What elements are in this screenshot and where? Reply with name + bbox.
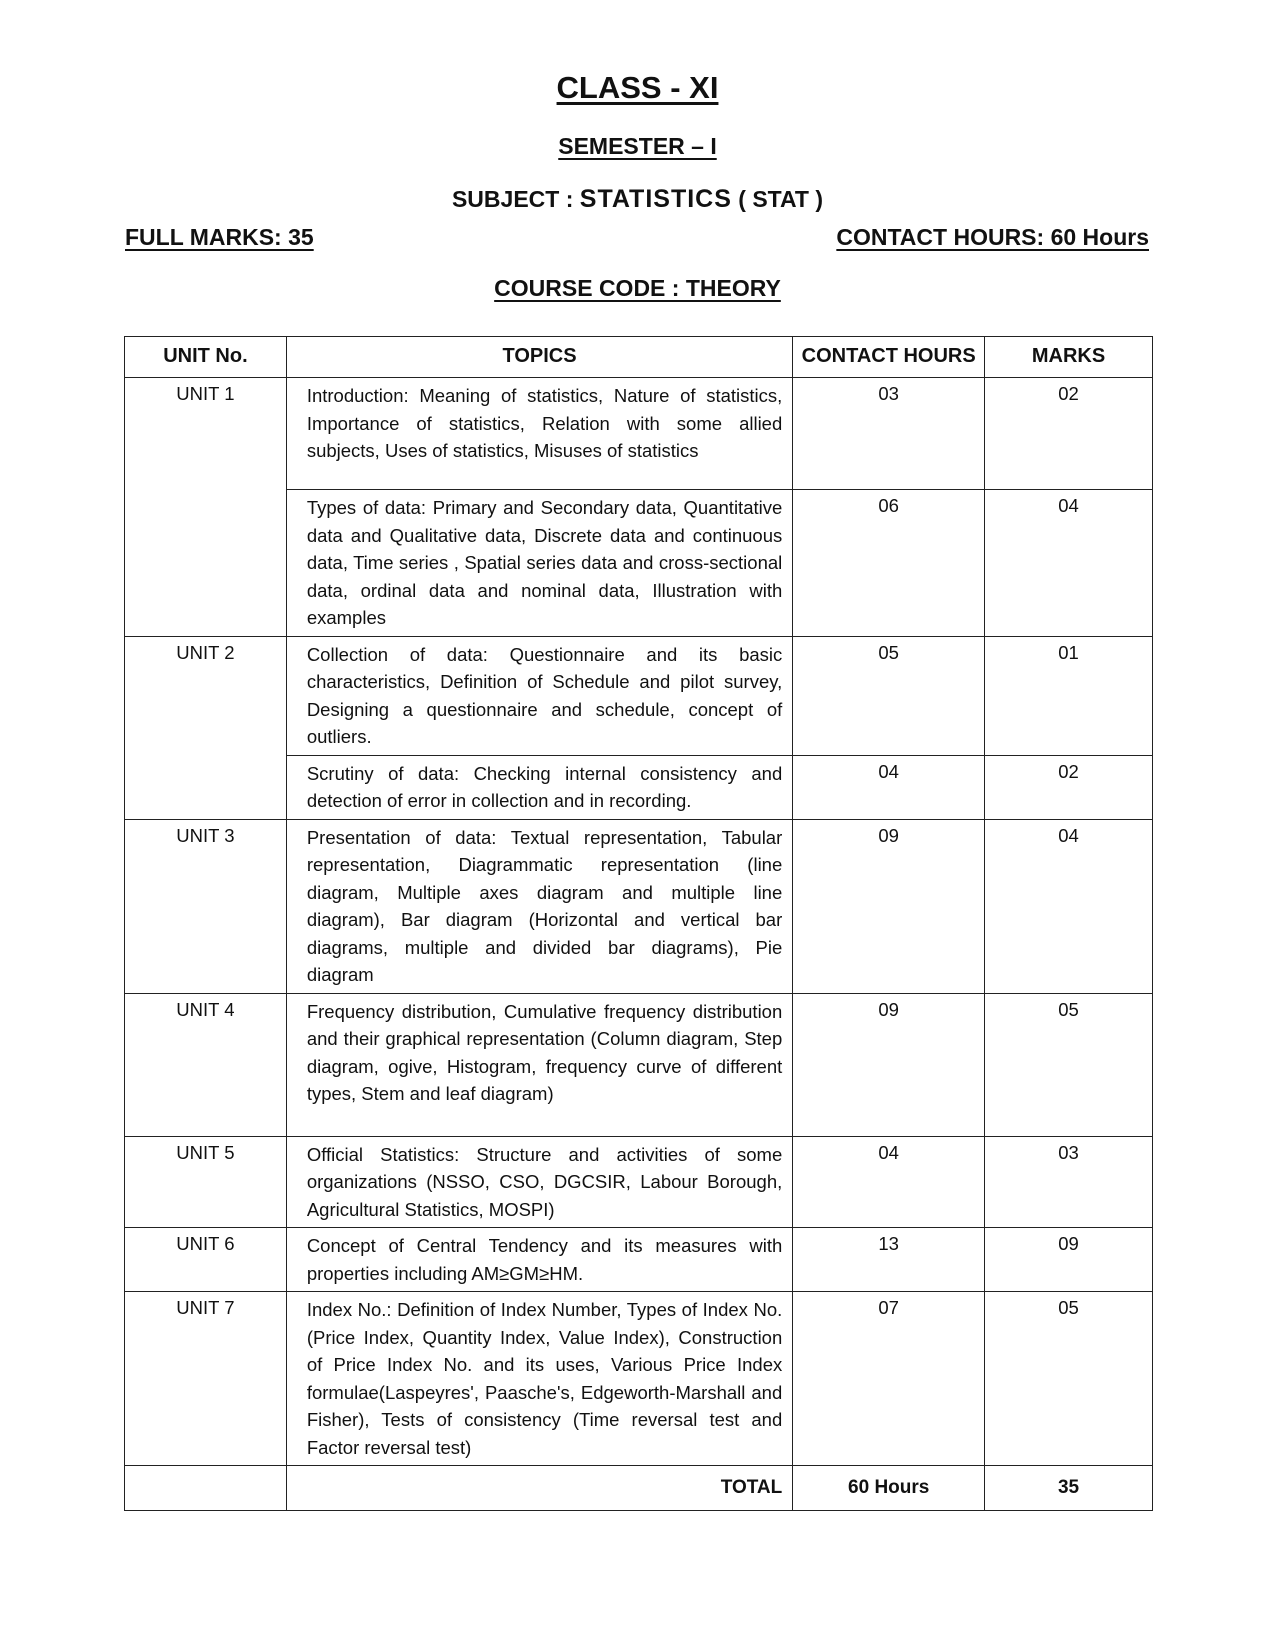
marks-cell: 02 (985, 378, 1153, 490)
unit-cell: UNIT 5 (125, 1136, 287, 1228)
subject-title (0, 185, 1275, 214)
column-header-topics: TOPICS (286, 337, 792, 378)
topic-cell: Index No.: Definition of Index Number, Types of Index No.(Price Index, Quantity Index, Value Index), Construction of Price Index No. and its uses, Various Price Index formulae(Laspeyres', Paasche's, Edgeworth-Marshall and Fisher), Tests of consistency (Time reversal test and Factor reversal test) (286, 1292, 792, 1466)
marks-cell: 01 (985, 636, 1153, 755)
table-row (125, 1228, 1153, 1292)
semester-title: SEMESTER – I (558, 133, 717, 159)
table-row (125, 378, 1153, 490)
hours-cell: 04 (793, 755, 985, 819)
course-code: COURSE CODE : THEORY (494, 275, 781, 301)
table-row (125, 1136, 1153, 1228)
marks-cell: 04 (985, 819, 1153, 993)
hours-cell: 09 (793, 819, 985, 993)
unit-cell: UNIT 6 (125, 1228, 287, 1292)
subject-code: ( STAT ) (738, 186, 824, 212)
topic-cell: Scrutiny of data: Checking internal consistency and detection of error in collection and in recording. (286, 755, 792, 819)
syllabus-table (124, 336, 1153, 1511)
column-header-contact-hours: CONTACT HOURS (793, 337, 985, 378)
marks-cell: 05 (985, 1292, 1153, 1466)
total-hours: 60 Hours (793, 1466, 985, 1511)
topic-cell: Frequency distribution, Cumulative frequency distribution and their graphical representation (Column diagram, Step diagram, ogive, Histogram, frequency curve of different types, Stem and leaf diagram) (286, 993, 792, 1136)
unit-cell: UNIT 3 (125, 819, 287, 993)
topic-cell: Types of data: Primary and Secondary data, Quantitative data and Qualitative data, Discrete data and continuous data, Time series , Spatial series data and cross-sectional data, ordinal data and nominal data, Illustration with examples (286, 490, 792, 637)
contact-hours: CONTACT HOURS: 60 Hours (836, 224, 1149, 250)
unit-cell: UNIT 2 (125, 636, 287, 819)
hours-cell: 09 (793, 993, 985, 1136)
hours-cell: 13 (793, 1228, 985, 1292)
hours-cell: 05 (793, 636, 985, 755)
marks-cell: 05 (985, 993, 1153, 1136)
table-row (125, 636, 1153, 755)
subject-prefix: SUBJECT : (451, 186, 574, 212)
total-marks: 35 (985, 1466, 1153, 1511)
topic-cell: Collection of data: Questionnaire and its basic characteristics, Definition of Schedule and pilot survey, Designing a questionnaire and schedule, concept of outliers. (286, 636, 792, 755)
topic-cell: Introduction: Meaning of statistics, Nature of statistics, Importance of statistics, Relation with some allied subjects, Uses of statistics, Misuses of statistics (286, 378, 792, 490)
hours-cell: 04 (793, 1136, 985, 1228)
unit-cell: UNIT 7 (125, 1292, 287, 1466)
marks-cell: 02 (985, 755, 1153, 819)
unit-cell: UNIT 4 (125, 993, 287, 1136)
column-header-marks: MARKS (985, 337, 1153, 378)
hours-cell: 06 (793, 490, 985, 637)
hours-cell: 07 (793, 1292, 985, 1466)
marks-cell: 03 (985, 1136, 1153, 1228)
total-label: TOTAL (286, 1466, 792, 1511)
unit-cell: UNIT 1 (125, 378, 287, 637)
table-row (125, 993, 1153, 1136)
column-header-unit: UNIT No. (125, 337, 287, 378)
marks-cell: 04 (985, 490, 1153, 637)
total-empty-cell (125, 1466, 287, 1511)
topic-cell: Presentation of data: Textual representation, Tabular representation, Diagrammatic representation (line diagram, Multiple axes diagram and multiple line diagram), Bar diagram (Horizontal and vertical bar diagrams, multiple and divided bar diagrams), Pie diagram (286, 819, 792, 993)
subject-name: STATISTICS (579, 185, 732, 213)
class-title: CLASS - XI (556, 70, 719, 105)
table-header-row (125, 337, 1153, 378)
table-row (125, 1292, 1153, 1466)
topic-cell: Concept of Central Tendency and its measures with properties including AM≥GM≥HM. (286, 1228, 792, 1292)
hours-cell: 03 (793, 378, 985, 490)
table-row (125, 819, 1153, 993)
topic-cell: Official Statistics: Structure and activities of some organizations (NSSO, CSO, DGCSIR, Labour Borough, Agricultural Statistics, MOSPI) (286, 1136, 792, 1228)
full-marks: FULL MARKS: 35 (125, 224, 314, 250)
marks-cell: 09 (985, 1228, 1153, 1292)
total-row (125, 1466, 1153, 1511)
